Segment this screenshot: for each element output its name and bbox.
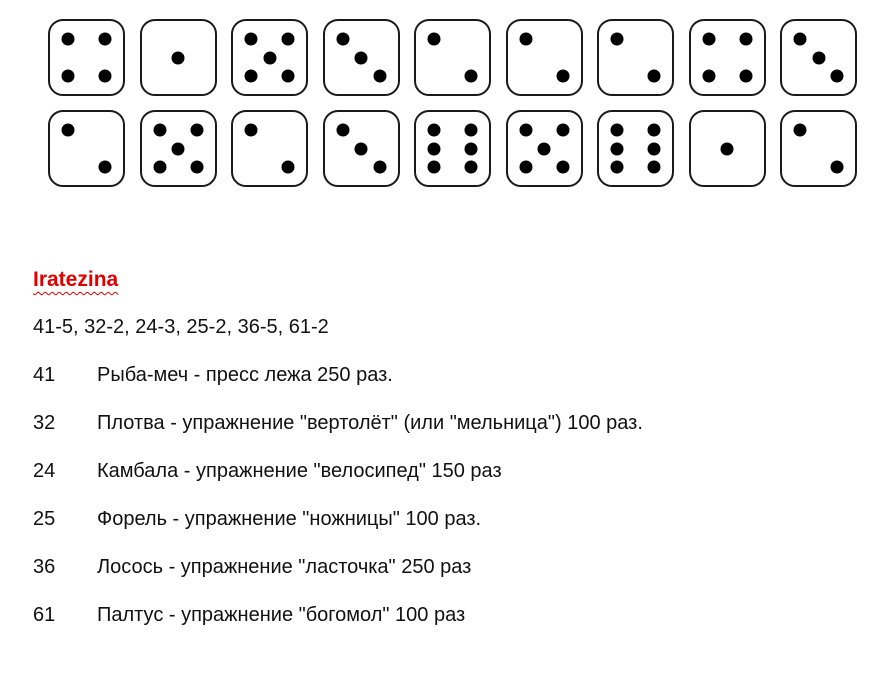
die-pip xyxy=(336,33,349,46)
die-pip xyxy=(373,161,386,174)
exercise-row xyxy=(33,460,502,483)
die-face-6 xyxy=(414,110,491,187)
exercise-text: Плотва - упражнение "вертолёт" (или "мельница") 100 раз. xyxy=(97,412,643,434)
die-pip xyxy=(702,70,715,83)
exercise-text: Форель - упражнение "ножницы" 100 раз. xyxy=(97,508,482,530)
die-pip xyxy=(190,161,203,174)
die-face-6 xyxy=(597,110,674,187)
die-pip xyxy=(465,124,478,137)
die-pip xyxy=(831,161,844,174)
die-pip xyxy=(282,70,295,83)
die-pip xyxy=(648,124,661,137)
die-pip xyxy=(465,161,478,174)
die-pip xyxy=(702,33,715,46)
die-pip xyxy=(62,70,75,83)
exercise-row xyxy=(33,556,471,579)
die-pip xyxy=(190,124,203,137)
die-pip xyxy=(556,70,569,83)
die-pip xyxy=(648,161,661,174)
die-pip xyxy=(812,51,825,64)
die-pip xyxy=(172,142,185,155)
die-face-4 xyxy=(689,19,766,96)
die-pip xyxy=(794,33,807,46)
die-pip xyxy=(611,33,624,46)
die-pip xyxy=(556,161,569,174)
die-pip xyxy=(172,51,185,64)
die-pip xyxy=(519,33,532,46)
die-face-2 xyxy=(780,110,857,187)
die-pip xyxy=(62,124,75,137)
dice-grid xyxy=(0,0,885,200)
die-face-4 xyxy=(48,19,125,96)
die-pip xyxy=(282,161,295,174)
die-face-1 xyxy=(140,19,217,96)
dice-summary: 41-5, 32-2, 24-3, 25-2, 36-5, 61-2 xyxy=(33,316,329,338)
die-pip xyxy=(538,142,551,155)
die-face-3 xyxy=(323,110,400,187)
die-pip xyxy=(739,33,752,46)
die-pip xyxy=(611,142,624,155)
exercise-code: 24 xyxy=(33,460,56,482)
exercise-code: 36 xyxy=(33,556,56,578)
exercise-row xyxy=(33,604,465,627)
die-pip xyxy=(794,124,807,137)
die-face-3 xyxy=(780,19,857,96)
die-pip xyxy=(282,33,295,46)
exercise-row xyxy=(33,412,643,435)
exercise-code: 25 xyxy=(33,508,56,530)
exercise-code: 61 xyxy=(33,604,56,626)
die-face-2 xyxy=(506,19,583,96)
die-face-1 xyxy=(689,110,766,187)
die-face-5 xyxy=(506,110,583,187)
exercise-code: 41 xyxy=(33,364,56,386)
die-pip xyxy=(153,161,166,174)
die-face-5 xyxy=(231,19,308,96)
die-face-3 xyxy=(323,19,400,96)
die-face-2 xyxy=(231,110,308,187)
die-pip xyxy=(99,70,112,83)
die-pip xyxy=(245,124,258,137)
die-pip xyxy=(721,142,734,155)
die-pip xyxy=(519,161,532,174)
die-pip xyxy=(263,51,276,64)
die-pip xyxy=(153,124,166,137)
die-pip xyxy=(428,124,441,137)
exercise-text: Рыба-меч - пресс лежа 250 раз. xyxy=(97,364,393,386)
die-pip xyxy=(611,124,624,137)
die-pip xyxy=(465,142,478,155)
die-pip xyxy=(355,142,368,155)
die-pip xyxy=(99,161,112,174)
exercise-text: Камбала - упражнение "велосипед" 150 раз xyxy=(97,460,502,482)
die-face-2 xyxy=(597,19,674,96)
die-pip xyxy=(428,33,441,46)
exercise-text: Лосось - упражнение "ласточка" 250 раз xyxy=(97,556,472,578)
die-pip xyxy=(519,124,532,137)
die-pip xyxy=(245,33,258,46)
die-pip xyxy=(373,70,386,83)
die-pip xyxy=(739,70,752,83)
exercise-row xyxy=(33,508,481,531)
die-face-2 xyxy=(48,110,125,187)
die-pip xyxy=(611,161,624,174)
die-pip xyxy=(245,70,258,83)
die-pip xyxy=(62,33,75,46)
die-face-5 xyxy=(140,110,217,187)
die-pip xyxy=(648,142,661,155)
die-pip xyxy=(465,70,478,83)
exercise-text: Палтус - упражнение "богомол" 100 раз xyxy=(97,604,466,626)
die-pip xyxy=(355,51,368,64)
exercise-row xyxy=(33,364,393,387)
exercise-code: 32 xyxy=(33,412,56,434)
die-pip xyxy=(336,124,349,137)
die-face-2 xyxy=(414,19,491,96)
document-title: Iratezina xyxy=(33,268,119,291)
die-pip xyxy=(831,70,844,83)
die-pip xyxy=(99,33,112,46)
die-pip xyxy=(428,161,441,174)
die-pip xyxy=(648,70,661,83)
die-pip xyxy=(556,124,569,137)
die-pip xyxy=(428,142,441,155)
